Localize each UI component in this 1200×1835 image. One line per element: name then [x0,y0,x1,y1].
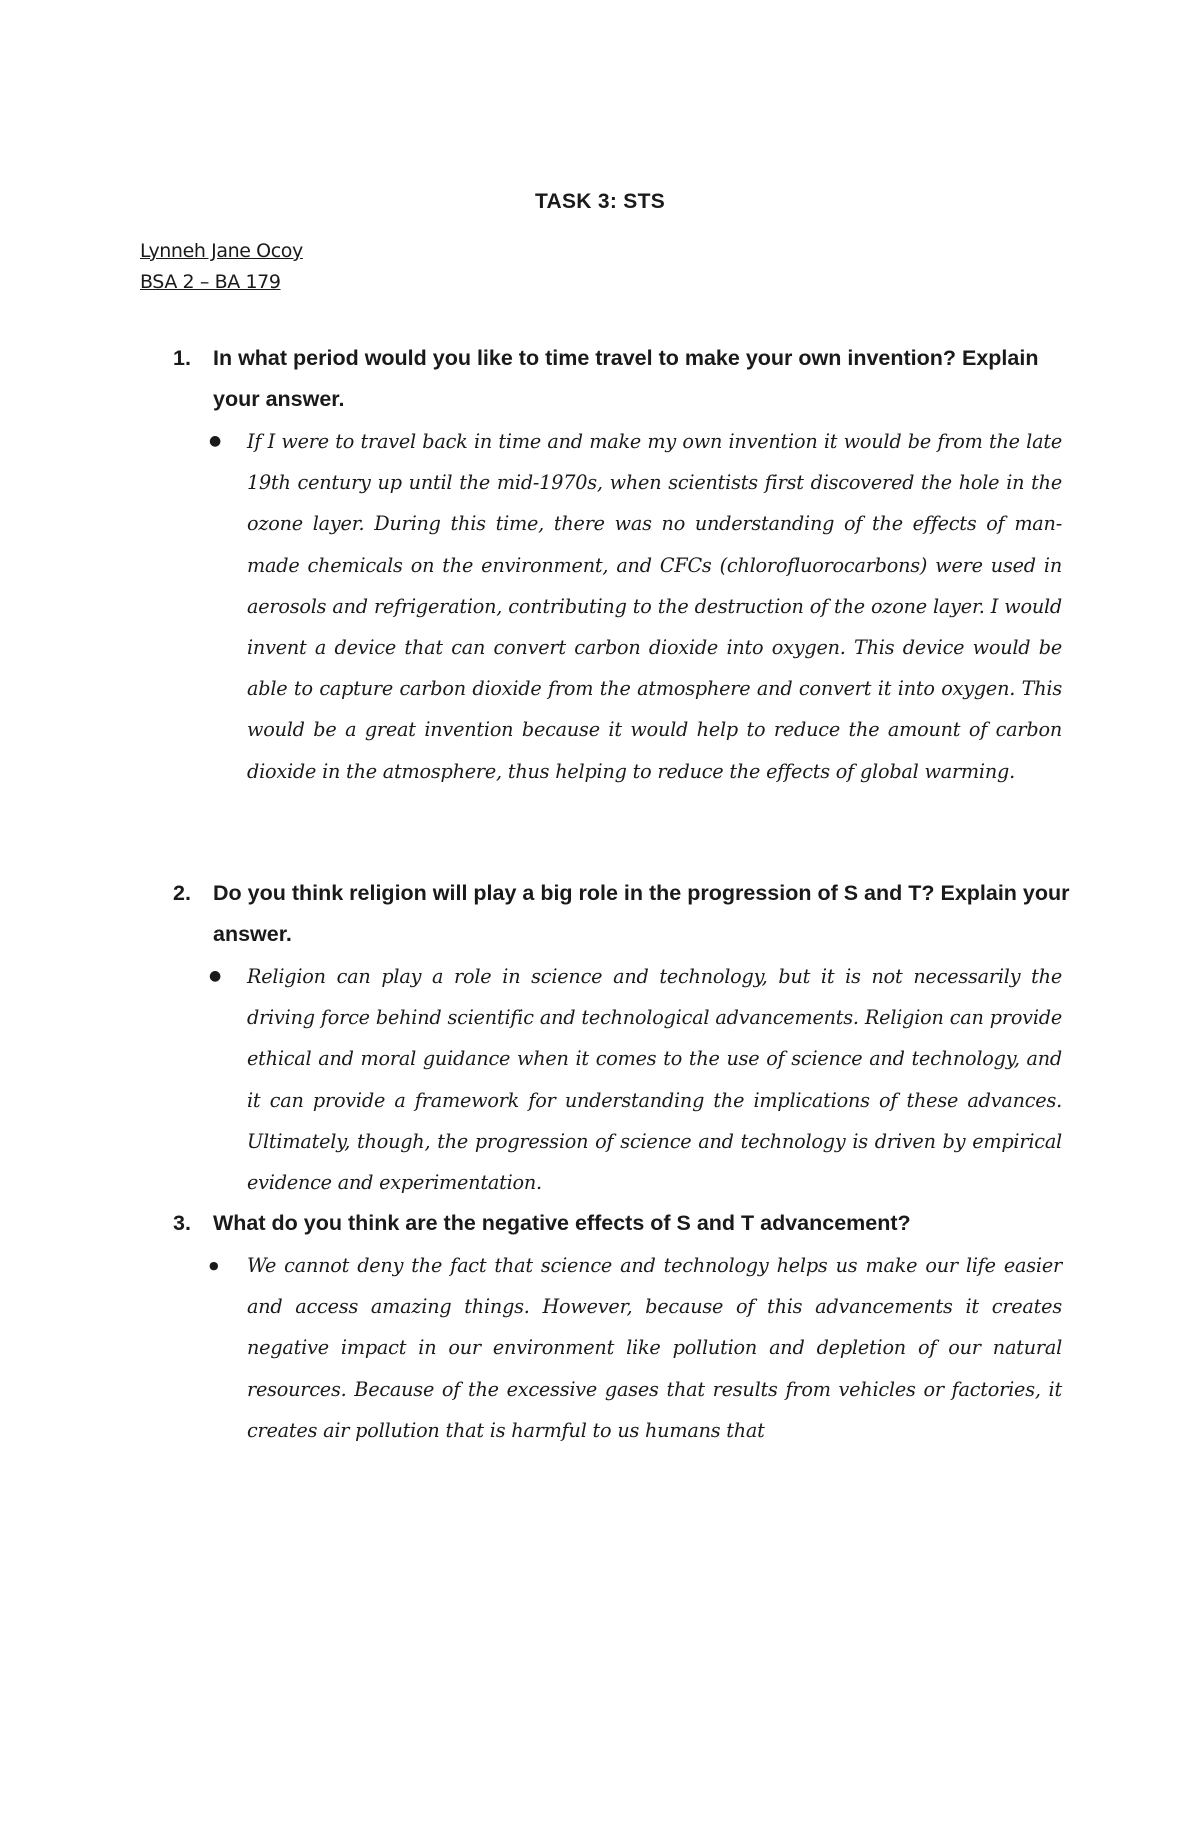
question-2 [173,873,1073,955]
question-text: Do you think religion will play a big role in the progression of S and T? Explain your answer. [213,881,1070,946]
answer-3 [209,1245,1062,1451]
question-text: In what period would you like to time travel to make your own invention? Explain your answer. [213,346,1039,411]
question-number: 1. [173,346,191,370]
author-name: Lynneh Jane Ocoy [140,240,303,262]
bullet-icon: ● [209,1259,219,1272]
answer-1 [209,421,1062,792]
answer-text: If I were to travel back in time and make my own invention it would be from the late 19th century up until the mid-1970s, when scientists first discovered the hole in the ozone layer. During this time, there was no understanding of the effects of man-made chemicals on the environment, and CFCs (chlorofluorocarbons) were used in aerosols and refrigeration, contributing to the destruction of the ozone layer. I would invent a device that can convert carbon dioxide into oxygen. This device would be able to capture carbon dioxide from the atmosphere and convert it into oxygen. This would be a great invention because it would help to reduce the amount of carbon dioxide in the atmosphere, thus helping to reduce the effects of global warming. [247,430,1062,783]
question-number: 3. [173,1211,191,1235]
question-1 [173,338,1073,420]
question-3 [173,1203,1073,1244]
bullet-icon: ● [209,968,222,984]
bullet-icon: ● [209,433,222,449]
answer-text: We cannot deny the fact that science and technology helps us make our life easier and access amazing things. However, because of this advancements it creates negative impact in our environment like pollution and depletion of our natural resources. Because of the excessive gases that results from vehicles or factories, it creates air pollution that is harmful to us humans that [247,1254,1062,1442]
question-text: What do you think are the negative effects of S and T advancement? [213,1211,911,1235]
answer-2 [209,956,1062,1203]
question-number: 2. [173,881,191,905]
author-section: BSA 2 – BA 179 [140,271,281,293]
answer-text: Religion can play a role in science and technology, but it is not necessarily the driving force behind scientific and technological advancements. Religion can provide ethical and moral guidance when it comes to the use of science and technology, and it can provide a framework for understanding the implications of these advances. Ultimately, though, the progression of science and technology is driven by empirical evidence and experimentation. [247,965,1062,1195]
document-title: TASK 3: STS [534,190,666,213]
